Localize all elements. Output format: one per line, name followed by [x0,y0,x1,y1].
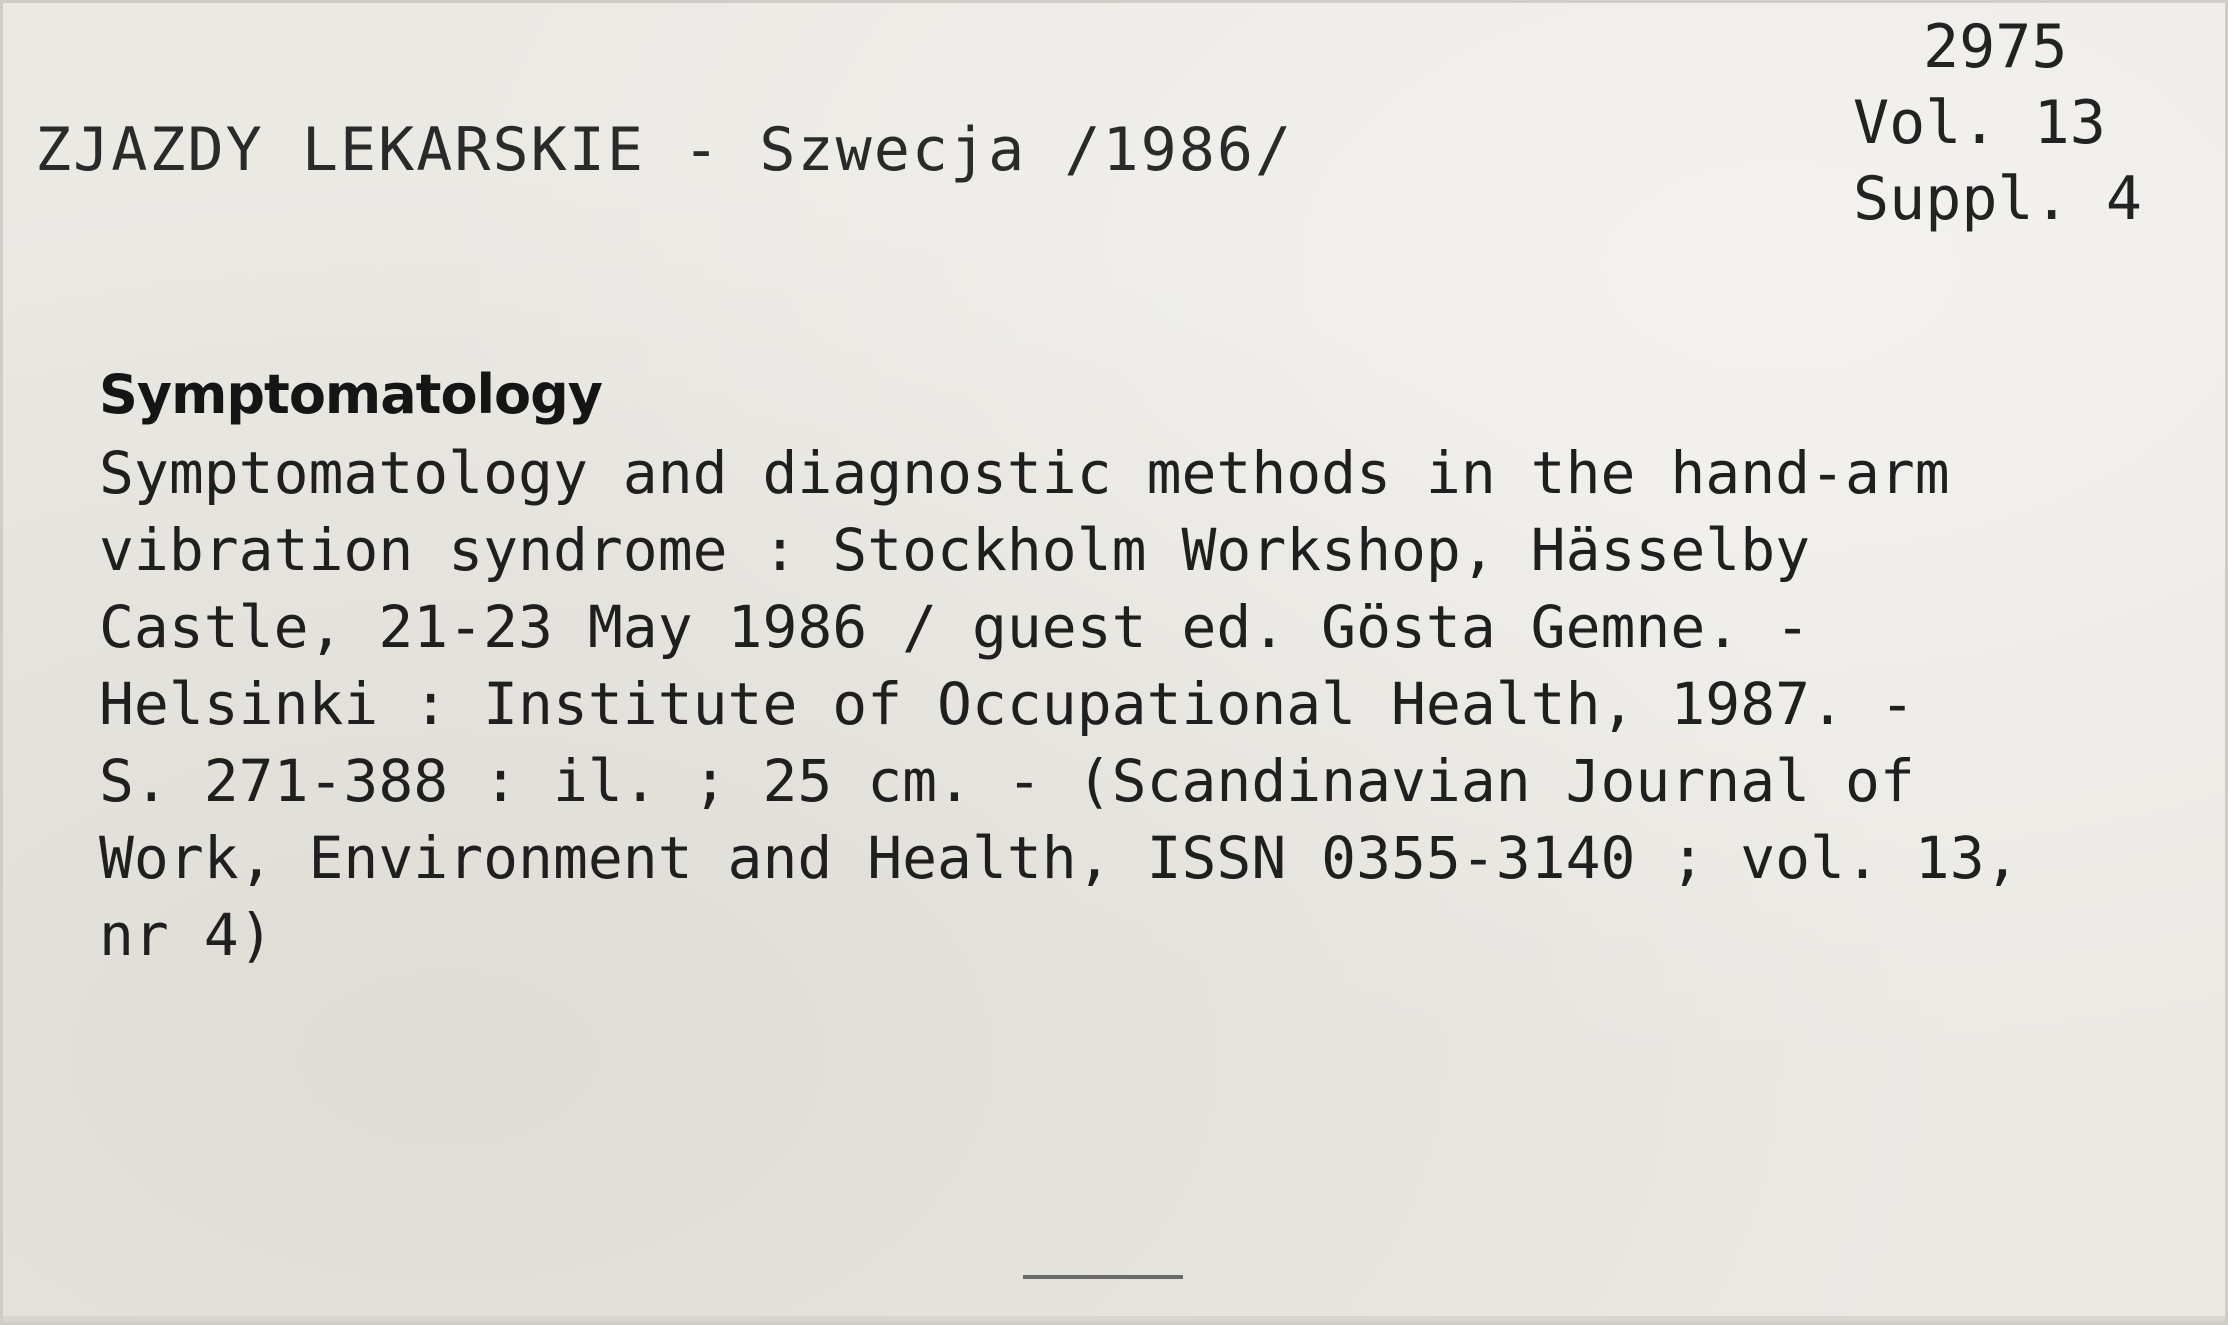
entry-line: vibration syndrome : Stockholm Workshop, Hässelby [99,516,1811,584]
subject-heading: Symptomatology [99,363,603,426]
bibliographic-entry [99,435,2020,974]
entry-line: Work, Environment and Health, ISSN 0355-3140 ; vol. 13, [99,824,2020,892]
card-edge-mark [1023,1275,1183,1279]
call-number: 2975 [1923,12,2068,82]
entry-line: nr 4) [99,901,274,969]
card-heading: ZJAZDY LEKARSKIE - Szwecja /1986/ [35,115,1294,185]
entry-line: Castle, 21-23 May 1986 / guest ed. Gösta Gemne. - [99,593,1811,661]
volume-label: Vol. 13 [1853,88,2106,158]
supplement-label: Suppl. 4 [1853,164,2142,234]
call-number-block [1853,9,2142,237]
entry-line: S. 271-388 : il. ; 25 cm. - (Scandinavian Journal of [99,747,1915,815]
entry-line: Helsinki : Institute of Occupational Health, 1987. - [99,670,1915,738]
entry-line: Symptomatology and diagnostic methods in the hand-arm [99,439,1950,507]
